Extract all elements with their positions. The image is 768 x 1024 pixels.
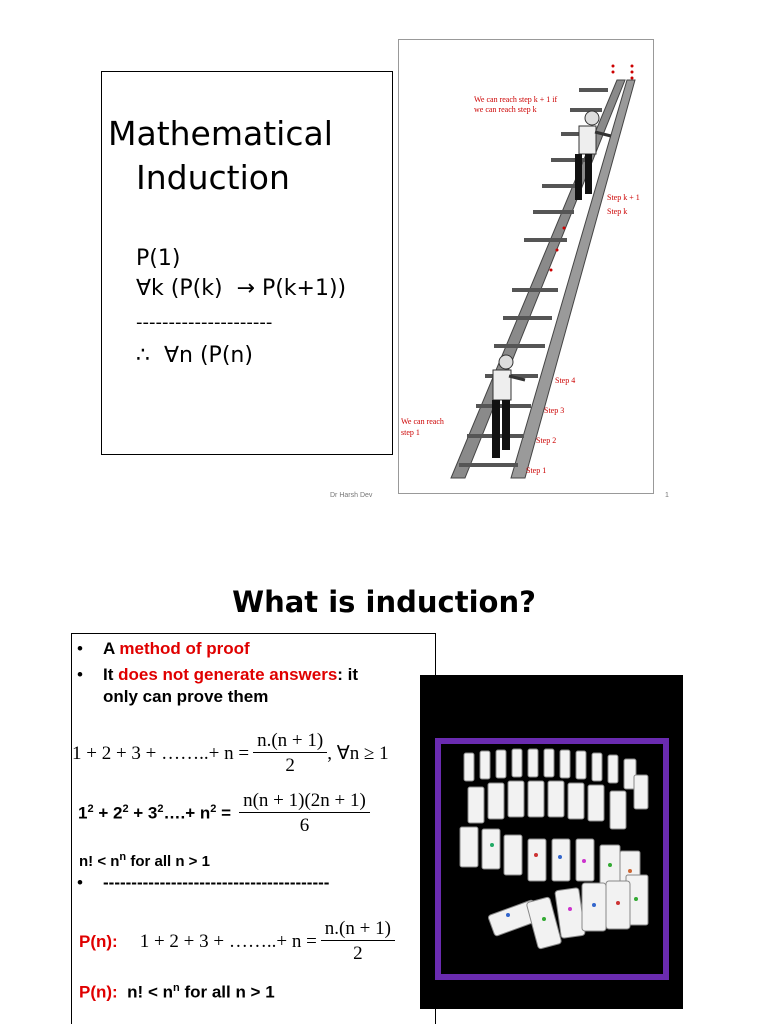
equation-squares: [78, 790, 370, 837]
title-line2: Induction: [136, 158, 290, 197]
caption-top-line2: we can reach step k: [474, 105, 537, 114]
eq2-c: + 3: [128, 803, 158, 823]
label-step-k: Step k: [607, 207, 628, 216]
premise-step: ∀k (P(k) → P(k+1)): [136, 276, 347, 301]
b2-line2: only can prove them: [103, 687, 269, 706]
eq1-num: n.(n + 1): [253, 730, 327, 753]
bullet-not-generate: [77, 664, 358, 686]
label-step1: Step 1: [526, 466, 547, 475]
caption-bottom-line2: step 1: [401, 428, 420, 437]
eq1-den: 2: [285, 755, 295, 776]
ineq-b: for all n > 1: [126, 853, 210, 870]
eq1-lhs: 1 + 2 + 3 + ……..+ n =: [72, 742, 250, 764]
label-step-k1: Step k + 1: [607, 193, 640, 202]
ladder-rails: [451, 80, 635, 478]
pn-eq-num: n.(n + 1): [321, 918, 395, 941]
sq-a: 2: [87, 803, 94, 816]
conclusion: ∴ ∀n (P(n): [136, 343, 253, 368]
title-line1: Mathematical: [108, 114, 333, 153]
sq-b: 2: [122, 803, 129, 816]
pn-eq-den: 2: [353, 943, 363, 964]
eq2-num: n(n + 1)(2n + 1): [239, 790, 370, 813]
premise-base: P(1): [136, 246, 181, 271]
footer-author: Dr Harsh Dev: [330, 492, 373, 499]
b2-red: does not generate answers: [118, 665, 338, 684]
dominoes-svg: [420, 675, 683, 1009]
bullet-dot: •: [77, 873, 83, 892]
slide1-title: [108, 112, 333, 200]
bullet-dashes: [77, 872, 329, 894]
ineq-sup: n: [119, 851, 127, 863]
ladder-svg: [399, 40, 654, 494]
ineq-a: n! < n: [79, 853, 120, 870]
pn-factorial: [79, 977, 275, 1004]
slide2-title: What is induction?: [232, 585, 536, 619]
eq2-b: + 2: [93, 803, 123, 823]
pn-label: P(n):: [79, 931, 118, 951]
b1-red: method of proof: [119, 639, 250, 658]
bullet-dot: •: [77, 665, 83, 684]
label-step2: Step 2: [536, 436, 557, 445]
eq2-den: 6: [299, 815, 310, 836]
eq1-tail: , ∀n ≥ 1: [327, 743, 389, 764]
pn-eq-lhs: 1 + 2 + 3 + ……..+ n =: [139, 930, 317, 952]
caption-top-line1: We can reach step k + 1 if: [474, 95, 558, 104]
factorial-inequality: [79, 846, 210, 873]
dash-line: ----------------------------------------: [103, 873, 330, 892]
b2-post: : it: [337, 665, 359, 684]
label-step4: Step 4: [555, 376, 576, 385]
bullet-dot: •: [77, 639, 83, 658]
equation-sum: [72, 730, 389, 777]
inference-rule-line: ---------------------: [136, 312, 273, 333]
caption-bottom-line1: We can reach: [401, 417, 444, 426]
eq2-a: 1: [78, 803, 88, 823]
domino-tiles: [460, 749, 648, 949]
pn2-sup: n: [172, 982, 180, 994]
pn-sum: [79, 918, 395, 965]
label-step3: Step 3: [544, 406, 565, 415]
footer-page-number: 1: [665, 492, 669, 499]
dominoes-photo: [420, 675, 683, 1009]
pn2-a: n! < n: [127, 982, 173, 1002]
sq-c: 2: [157, 803, 164, 816]
eq2-e: =: [216, 803, 232, 823]
bullet-method-of-proof: [77, 638, 250, 660]
ladder-illustration: [398, 39, 654, 494]
eq2-d: ….+ n: [163, 803, 211, 823]
sq-d: 2: [210, 803, 217, 816]
b2-pre: It: [103, 665, 119, 684]
pn2-b: for all n > 1: [179, 982, 275, 1002]
pn2-label: P(n):: [79, 982, 118, 1002]
b1-pre: A: [103, 639, 120, 658]
